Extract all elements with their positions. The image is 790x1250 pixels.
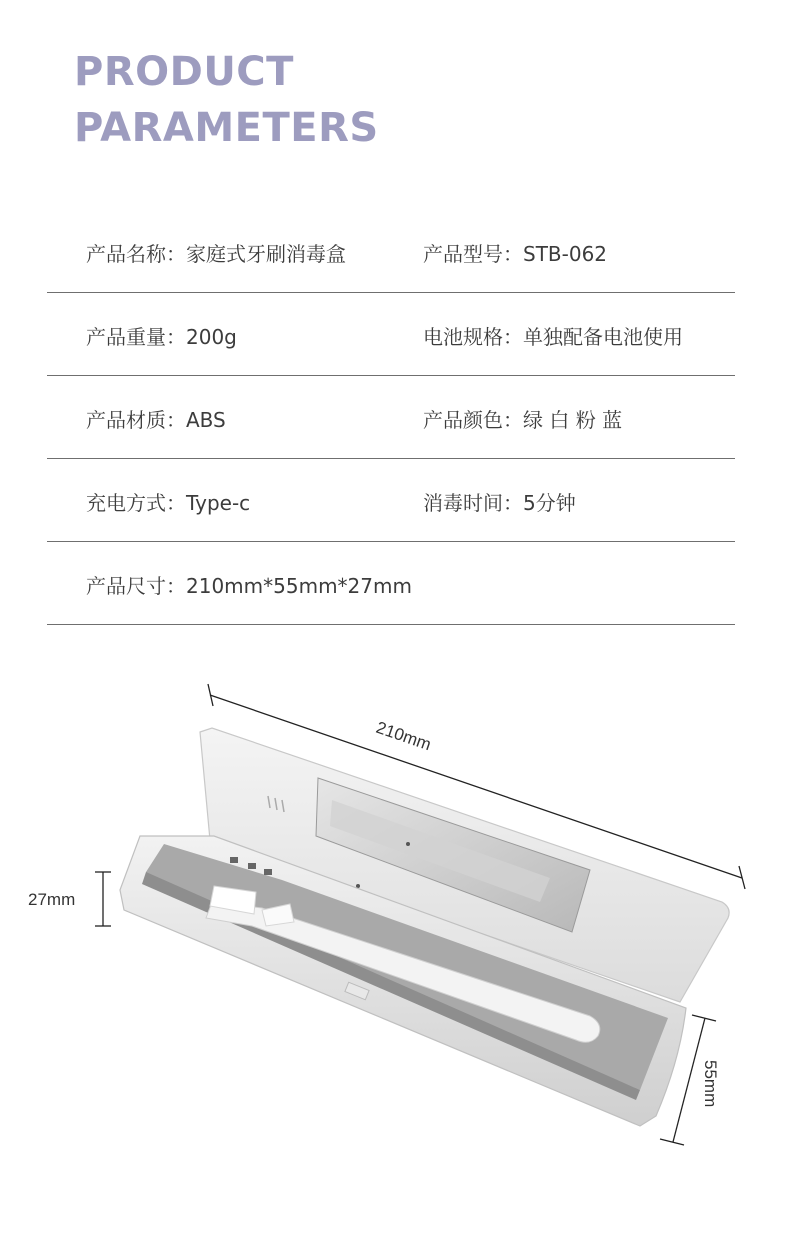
param-row [47,210,735,293]
param-battery [423,321,683,350]
param-value: 210mm*55mm*27mm [186,574,412,598]
param-label: 消毒时间： [423,491,523,515]
dimension-length-label: 210mm [373,717,434,755]
param-value: Type-c [186,491,251,515]
param-value: 5分钟 [523,491,576,515]
param-label: 充电方式： [86,491,186,515]
product-illustration [0,640,790,1200]
dimension-height [28,872,111,926]
param-value: 绿 白 粉 蓝 [523,408,623,432]
dimension-height-label: 27mm [28,890,76,909]
param-row [47,542,735,625]
param-model [423,238,607,267]
param-value: 单独配备电池使用 [523,325,683,349]
param-size [86,570,412,599]
param-label: 产品尺寸： [86,574,186,598]
param-color [423,404,622,433]
param-label: 产品材质： [86,408,186,432]
param-product-name [86,238,346,267]
param-sterilize-time [423,487,576,516]
parameter-table [47,210,735,625]
param-label: 产品型号： [423,242,523,266]
param-value: ABS [186,408,226,432]
param-value: 200g [186,325,237,349]
param-value: 家庭式牙刷消毒盒 [186,242,346,266]
param-material [86,404,226,433]
dimension-width-label: 55mm [701,1060,720,1108]
title-line-2: PARAMETERS [74,105,379,151]
param-label: 产品重量： [86,325,186,349]
param-charging [86,487,250,516]
param-row [47,293,735,376]
param-label: 产品名称： [86,242,186,266]
param-label: 产品颜色： [423,408,523,432]
param-weight [86,321,237,350]
page-title [74,44,379,156]
param-value: STB-062 [523,242,608,266]
param-row [47,459,735,542]
param-label: 电池规格： [423,325,523,349]
title-line-1: PRODUCT [74,49,294,95]
param-row [47,376,735,459]
